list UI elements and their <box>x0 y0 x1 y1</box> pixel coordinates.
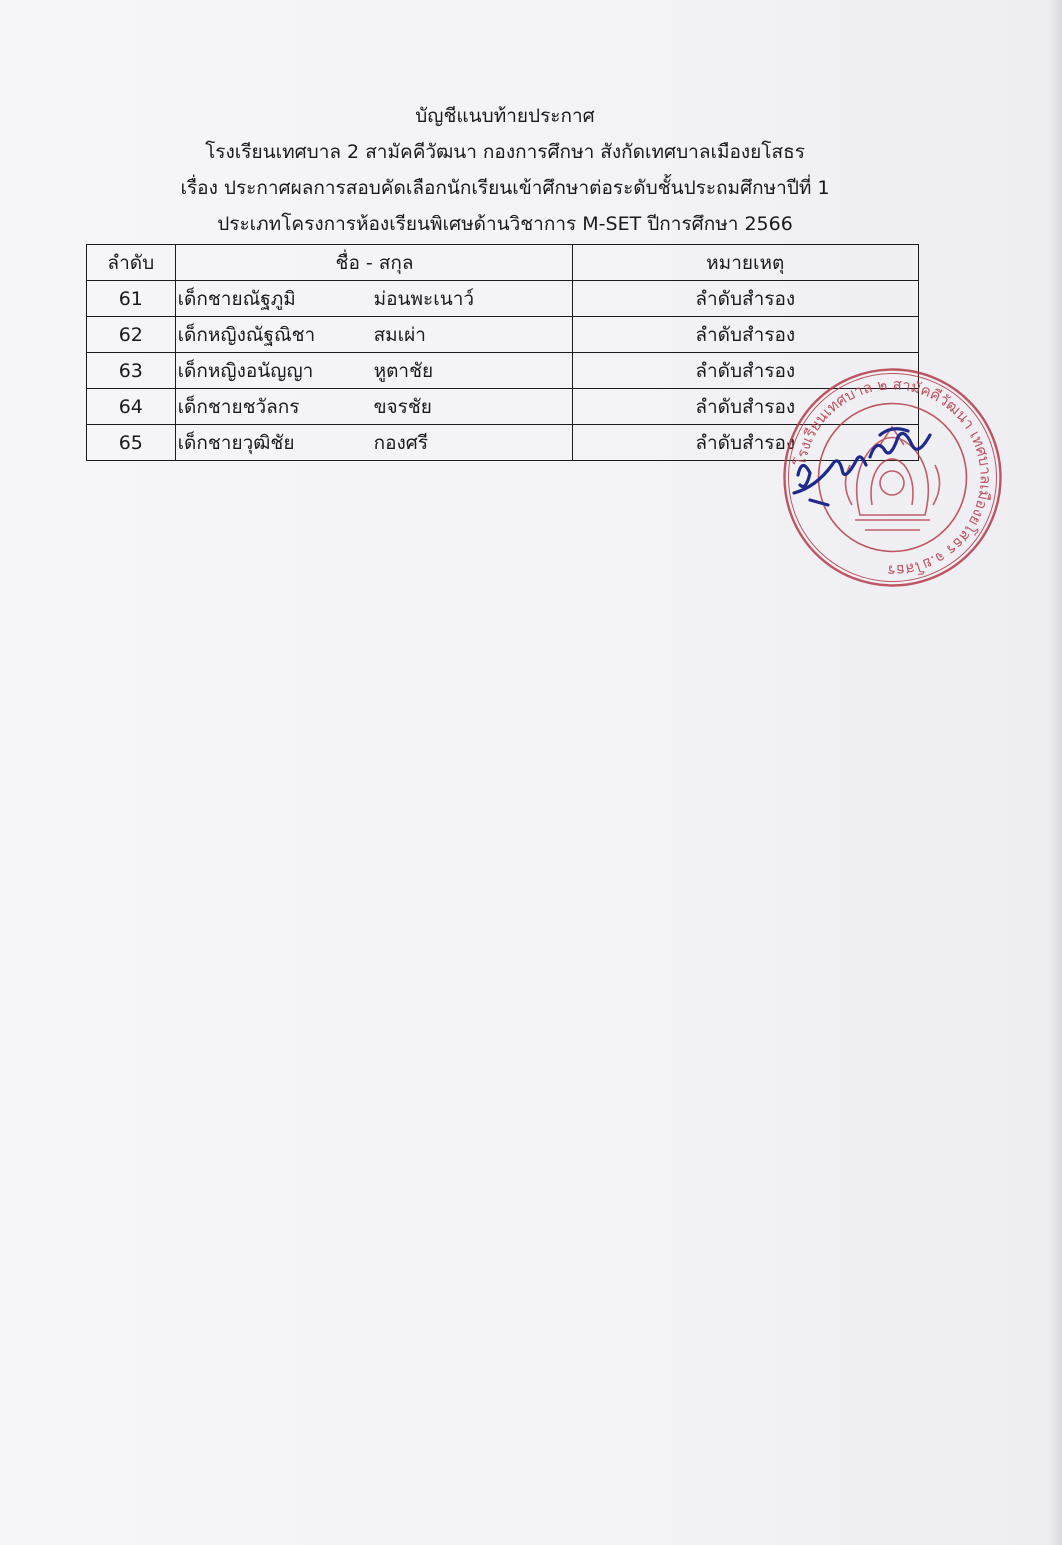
header-remark: หมายเหตุ <box>572 245 918 281</box>
row-remark: ลำดับสำรอง <box>572 281 918 317</box>
heading-line-1: บัญชีแนบท้ายประกาศ <box>415 105 595 127</box>
first-name: เด็กชายวุฒิชัย <box>177 431 295 454</box>
seal-ring-textpath: โรงเรียนเทศบาล ๒ สามัคคีวัฒนา เทศบาลเมืองยโสธร จ.ยโสธร <box>791 375 995 580</box>
row-order: 62 <box>87 317 176 353</box>
table-header-row <box>87 245 919 281</box>
header-name: ชื่อ - สกุล <box>175 245 572 281</box>
row-name <box>175 317 572 353</box>
heading-line-2: โรงเรียนเทศบาล 2 สามัคคีวัฒนา กองการศึกษา สังกัดเทศบาลเมืองยโสธร <box>205 141 805 163</box>
row-order: 61 <box>87 281 176 317</box>
row-remark: ลำดับสำรอง <box>572 353 918 389</box>
last-name: สมเผ่า <box>373 323 426 346</box>
row-remark: ลำดับสำรอง <box>572 317 918 353</box>
row-order: 64 <box>87 389 176 425</box>
row-name <box>175 425 572 461</box>
header-order: ลำดับ <box>87 245 176 281</box>
row-name <box>175 353 572 389</box>
heading-line-3: เรื่อง ประกาศผลการสอบคัดเลือกนักเรียนเข้าศึกษาต่อระดับชั้นประถมศึกษาปีที่ 1 <box>180 177 830 199</box>
row-remark: ลำดับสำรอง <box>572 389 918 425</box>
last-name: ขจรชัย <box>373 395 432 418</box>
first-name: เด็กหญิงอนัญญา <box>177 359 314 382</box>
last-name: กองศรี <box>373 431 429 454</box>
row-name <box>175 389 572 425</box>
table-row <box>87 281 919 317</box>
last-name: ม่อนพะเนาว์ <box>373 287 475 310</box>
table-row <box>87 317 919 353</box>
seal-rings <box>785 370 1001 586</box>
row-order: 63 <box>87 353 176 389</box>
row-order: 65 <box>87 425 176 461</box>
row-name <box>175 281 572 317</box>
first-name: เด็กชายณัฐภูมิ <box>177 287 296 310</box>
document-heading <box>0 98 1010 242</box>
page-edge-shadow <box>1048 0 1062 1545</box>
heading-line-4: ประเภทโครงการห้องเรียนพิเศษด้านวิชาการ M-SET ปีการศึกษา 2566 <box>217 213 793 235</box>
last-name: หูตาชัย <box>373 359 434 382</box>
official-seal-stamp <box>780 365 1005 590</box>
first-name: เด็กหญิงณัฐณิชา <box>177 323 316 346</box>
first-name: เด็กชายชวัลกร <box>177 395 300 418</box>
row-remark: ลำดับสำรอง <box>572 425 918 461</box>
